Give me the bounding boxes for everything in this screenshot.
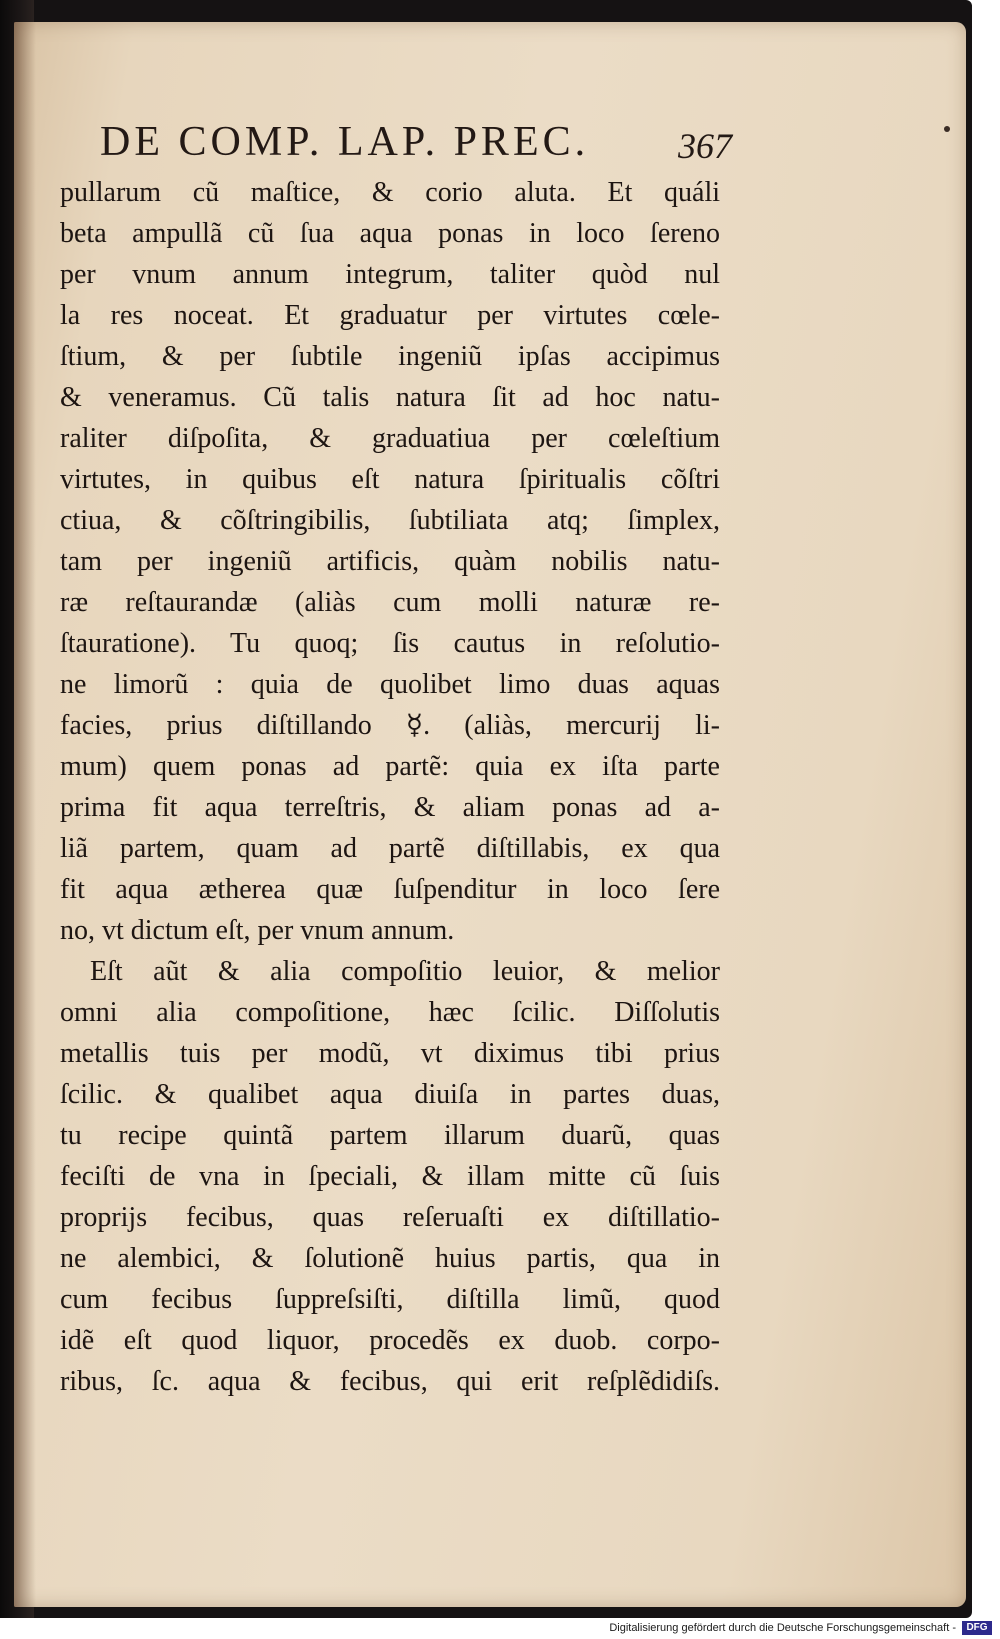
text-line: omni alia compoſitione, hæc ſcilic. Diſſolutis (60, 997, 720, 1028)
page-header (100, 116, 732, 176)
text-line: & veneramus. Cũ talis natura ſit ad hoc natu- (60, 382, 720, 413)
text-line: proprijs fecibus, quas reſeruaſti ex diſtillatio- (60, 1202, 720, 1233)
text-line: ne limorũ : quia de quolibet limo duas aquas (60, 669, 720, 700)
text-line: no, vt dictum eſt, per vnum annum. (60, 915, 455, 946)
text-line: ræ reſtaurandæ (aliàs cum molli naturæ re- (60, 587, 720, 618)
text-line: feciſti de vna in ſpeciali, & illam mitte cũ ſuis (60, 1161, 720, 1192)
text-line: facies, prius diſtillando ☿. (aliàs, mercurij li- (60, 710, 720, 741)
book-page (14, 22, 966, 1607)
text-line: per vnum annum integrum, taliter quòd nul (60, 259, 720, 290)
running-head: DE COMP. LAP. PREC. (100, 119, 590, 165)
text-line: ſcilic. & qualibet aqua diuiſa in partes duas, (60, 1079, 720, 1110)
page-number: 367 (678, 126, 732, 166)
text-line: cum fecibus ſuppreſsiſti, diſtilla limũ, quod (60, 1284, 720, 1315)
footer-bar (0, 1618, 1000, 1639)
text-line: ctiua, & cõſtringibilis, ſubtiliata atq; ſimplex, (60, 505, 720, 536)
text-line: pullarum cũ maſtice, & corio aluta. Et quáli (60, 177, 720, 208)
text-line: ribus, ſc. aqua & fecibus, qui erit reſplẽdidiſs. (60, 1366, 720, 1397)
body-text (60, 172, 720, 1402)
text-line: mum) quem ponas ad partẽ: quia ex iſta parte (60, 751, 720, 782)
text-line: prima fit aqua terreſtris, & aliam ponas ad a- (60, 792, 720, 823)
text-line: ſtium, & per ſubtile ingeniũ ipſas accipimus (60, 341, 720, 372)
dfg-logo: DFG (962, 1621, 992, 1635)
ink-speck (944, 126, 950, 132)
text-line: raliter diſpoſita, & graduatiua per cœleſtium (60, 423, 720, 454)
text-line: fit aqua ætherea quæ ſuſpenditur in loco ſere (60, 874, 720, 905)
funding-note: Digitalisierung gefördert durch die Deutsche Forschungsgemeinschaft - (609, 1622, 956, 1634)
text-line: ne alembici, & ſolutionẽ huius partis, qua in (60, 1243, 720, 1274)
text-line: tu recipe quintã partem illarum duarũ, quas (60, 1120, 720, 1151)
text-line: Eſt aũt & alia compoſitio leuior, & melior (90, 956, 720, 987)
text-line: beta ampullã cũ ſua aqua ponas in loco ſereno (60, 218, 720, 249)
text-line: tam per ingeniũ artificis, quàm nobilis natu- (60, 546, 720, 577)
text-line: virtutes, in quibus eſt natura ſpiritualis cõſtri (60, 464, 720, 495)
text-line: liã partem, quam ad partẽ diſtillabis, ex qua (60, 833, 720, 864)
text-line: metallis tuis per modũ, vt diximus tibi prius (60, 1038, 720, 1069)
text-line: la res noceat. Et graduatur per virtutes cœle- (60, 300, 720, 331)
text-line: idẽ eſt quod liquor, procedẽs ex duob. corpo- (60, 1325, 720, 1356)
text-line: ſtauratione). Tu quoq; ſis cautus in reſolutio- (60, 628, 720, 659)
